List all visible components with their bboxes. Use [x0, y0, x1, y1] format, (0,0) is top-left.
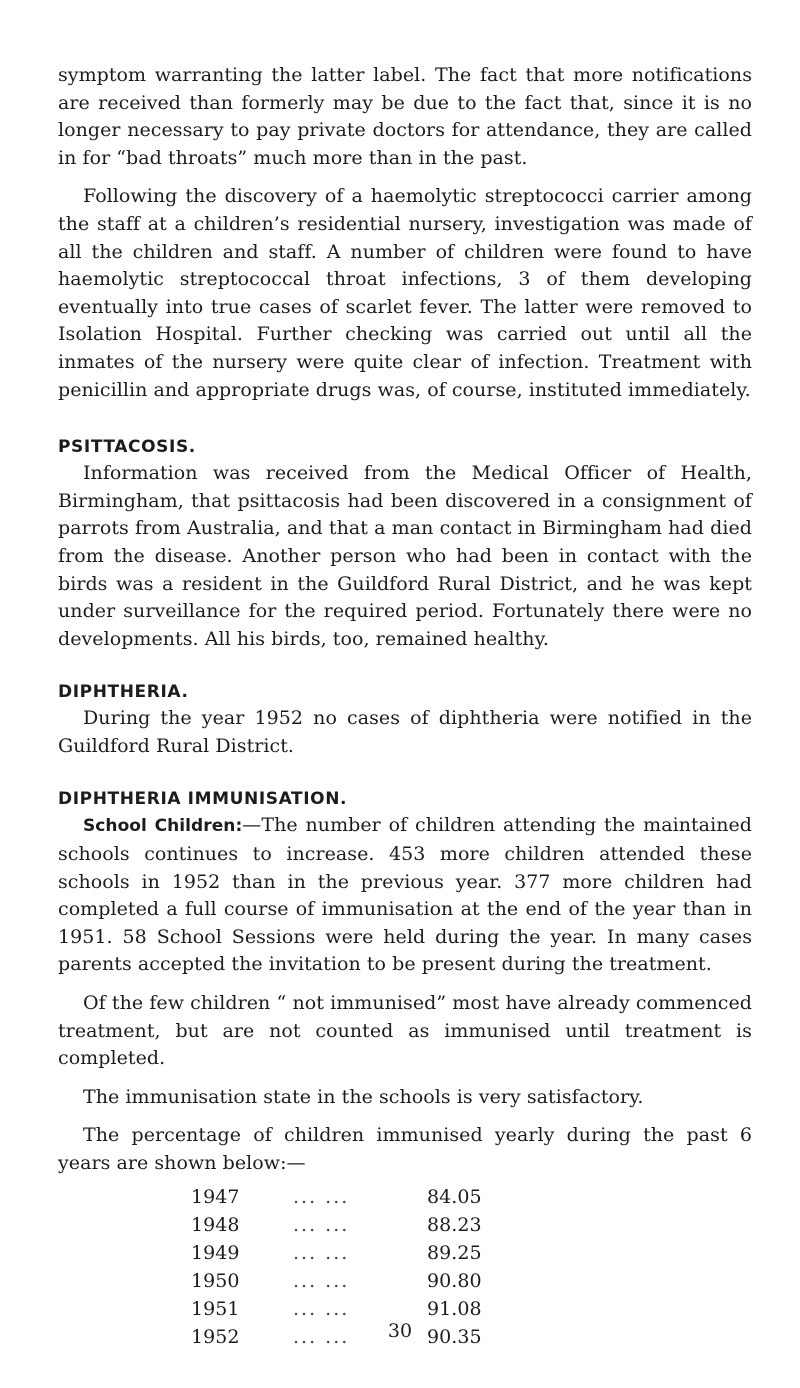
dot-leader: ... ...: [293, 1297, 350, 1320]
school-children-text: —The number of children attending the maintained schools continues to increase. 453 more children attended these schools in 1952 than in the previous year. 377 more children had completed a full course of immunisation at the end of the year than in 1951. 58 School Sessions were held during the year. In many cases parents accepted the invitation to be present during the treatment.: [58, 814, 752, 976]
percent-cell: 88.23: [427, 1213, 482, 1236]
school-children-label: School Children:: [83, 816, 243, 837]
psittacosis-paragraph: Information was received from the Medical Officer of Health, Birmingham, that psittacosis had been discovered in a consignment of parrots from Australia, and that a man contact in Birmingham had died from the disease. Another person who had been in contact with the birds was a resident in the Guildford Rural District, and he was kept under surveillance for the required period. Fortunately there were no developments. All his birds, too, remained healthy.: [58, 462, 752, 650]
not-immunised-paragraph: Of the few children “ not immunised” most have already commenced treatment, but are not counted as immunised until treatment is completed.: [58, 992, 752, 1070]
psittacosis-heading: PSITTACOSIS.: [58, 437, 196, 458]
school-children-paragraph: [58, 812, 752, 979]
dot-leader: ... ...: [293, 1213, 350, 1236]
year-cell: 1947: [191, 1185, 240, 1208]
continuation-paragraph: symptom warranting the latter label. The fact that more notifications are received than formerly may be due to the fact that, since it is no longer necessary to pay private doctors for attendance, they are called in for “bad throats” much more than in the past.: [58, 64, 752, 169]
dot-leader: ... ...: [293, 1325, 350, 1348]
table-row: [191, 1212, 507, 1240]
percent-cell: 89.25: [427, 1241, 482, 1264]
table-row: [191, 1240, 507, 1268]
table-row: [191, 1184, 507, 1212]
diphtheria-heading: DIPHTHERIA.: [58, 682, 189, 703]
percent-cell: 84.05: [427, 1185, 482, 1208]
diphtheria-paragraph: During the year 1952 no cases of diphtheria were notified in the Guildford Rural District.: [58, 707, 752, 757]
year-cell: 1952: [191, 1325, 240, 1348]
immunisation-state-paragraph: The immunisation state in the schools is very satisfactory.: [83, 1085, 644, 1108]
percentage-intro-paragraph: The percentage of children immunised yearly during the past 6 years are shown below:—: [58, 1124, 752, 1174]
scarlet-fever-paragraph: Following the discovery of a haemolytic streptococci carrier among the staff at a children’s residential nursery, investigation was made of all the children and staff. A number of children were found to have haemolytic streptococcal throat infections, 3 of them developing eventually into true cases of scarlet fever. The latter were removed to Isolation Hospital. Further checking was carried out until all the inmates of the nursery were quite clear of infection. Treatment with penicillin and appropriate drugs was, of course, instituted immediately.: [58, 185, 752, 401]
percent-cell: 91.08: [427, 1297, 482, 1320]
dot-leader: ... ...: [293, 1241, 350, 1264]
immunisation-heading: DIPHTHERIA IMMUNISATION.: [58, 789, 348, 810]
document-page: [58, 62, 752, 1352]
page-number: 30: [387, 1320, 413, 1342]
year-cell: 1949: [191, 1241, 240, 1264]
dot-leader: ... ...: [293, 1185, 350, 1208]
year-cell: 1948: [191, 1213, 240, 1236]
year-cell: 1951: [191, 1297, 240, 1320]
percent-cell: 90.80: [427, 1269, 482, 1292]
year-cell: 1950: [191, 1269, 240, 1292]
table-row: [191, 1268, 507, 1296]
dot-leader: ... ...: [293, 1269, 350, 1292]
percent-cell: 90.35: [427, 1325, 482, 1348]
